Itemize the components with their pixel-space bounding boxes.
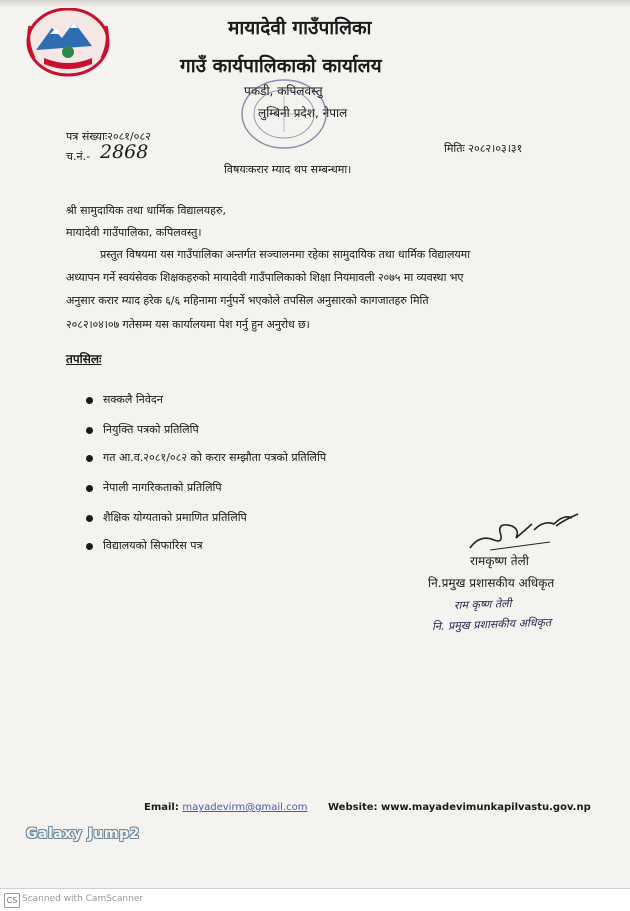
- bullet-icon: [86, 455, 93, 462]
- list-item-text: नेपाली नागरिकताको प्रतिलिपि: [103, 481, 222, 494]
- handwritten-signature: [460, 504, 590, 556]
- body-paragraph-line: प्रस्तुत विषयमा यस गाउँपालिका अन्तर्गत सञ्चालनमा रहेका सामुदायिक तथा धार्मिक विद्यालयमा: [100, 248, 471, 261]
- list-item: [86, 450, 326, 465]
- list-item: [86, 480, 222, 495]
- bullet-icon: [86, 397, 93, 404]
- list-item-text: विद्यालयको सिफारिस पत्र: [103, 539, 203, 552]
- list-item-text: सक्कलै निवेदन: [103, 393, 163, 406]
- letter-date: मितिः २०८२।०३।३१: [444, 142, 523, 155]
- scanner-credit: Scanned with CamScanner: [22, 894, 144, 904]
- camscanner-icon: CS: [4, 893, 20, 908]
- bullet-icon: [86, 543, 93, 550]
- details-heading: तपसिलः: [66, 352, 102, 366]
- list-item-text: शैक्षिक योग्यताको प्रमाणित प्रतिलिपि: [103, 511, 247, 524]
- list-item: [86, 510, 247, 525]
- signatory-name: रामकृष्ण तेली: [470, 554, 529, 568]
- footer-website: [328, 802, 591, 813]
- website-url: www.mayadevimunkapilvastu.gov.np: [381, 802, 591, 813]
- dispatch-number-handwritten: 2868: [100, 141, 149, 163]
- list-item: [86, 538, 203, 553]
- list-item-text: गत आ.व.२०८१/०८२ को करार सम्झौता पत्रको प्रतिलिपि: [103, 451, 327, 464]
- office-address-line1: पकडी, कपिलवस्तु: [244, 84, 323, 98]
- signatory-stamp-name: राम कृष्ण तेली: [453, 597, 512, 612]
- bullet-icon: [86, 515, 93, 522]
- footer-email: [144, 802, 307, 813]
- list-item: [86, 422, 199, 437]
- email-link[interactable]: mayadevirm@gmail.com: [182, 802, 308, 813]
- addressee-line2: मायादेवी गाउँपालिका, कपिलवस्तु।: [66, 226, 202, 239]
- reference-number: पत्र संख्याः२०८१/०८२: [66, 130, 151, 143]
- dispatch-number-label: च.नं.-: [66, 150, 91, 163]
- office-address-line2: लुम्बिनी प्रदेश, नेपाल: [258, 106, 348, 120]
- camera-watermark: Galaxy Jump2: [26, 826, 140, 842]
- scanner-footer-bar: [0, 888, 630, 911]
- website-label: Website:: [328, 802, 378, 813]
- bullet-icon: [86, 427, 93, 434]
- email-label: Email:: [144, 802, 179, 813]
- signatory-title: नि.प्रमुख प्रशासकीय अधिकृत: [428, 576, 555, 590]
- nepal-emblem-logo: [22, 6, 114, 78]
- addressee-line1: श्री सामुदायिक तथा धार्मिक विद्यालयहरु,: [66, 204, 226, 217]
- list-item-text: नियुक्ति पत्रको प्रतिलिपि: [103, 423, 199, 436]
- body-paragraph-line: अध्यापन गर्ने स्वयंसेवक शिक्षकहरुको मायादेवी गाउँपालिकाको शिक्षा नियमावली २०७५ मा व्यवस्था भए: [66, 271, 464, 284]
- municipality-name: मायादेवी गाउँपालिका: [228, 17, 372, 39]
- body-paragraph-line: २०८२।०४।०७ गतेसम्म यस कार्यालयमा पेश गर्नु हुन अनुरोध छ।: [66, 318, 310, 331]
- signatory-stamp-title: नि. प्रमुख प्रशासकीय अधिकृत: [431, 615, 552, 634]
- list-item: [86, 392, 163, 407]
- office-name: गाउँ कार्यपालिकाको कार्यालय: [180, 55, 382, 77]
- bullet-icon: [86, 485, 93, 492]
- office-seal-stamp: [234, 74, 334, 154]
- body-paragraph-line: अनुसार करार म्याद हरेक ६/६ महिनामा गर्नुपर्ने भएकोले तपसिल अनुसारको कागजातहरु मिति: [66, 294, 429, 307]
- letter-subject: विषयःकरार म्याद थप सम्बन्धमा।: [224, 163, 352, 176]
